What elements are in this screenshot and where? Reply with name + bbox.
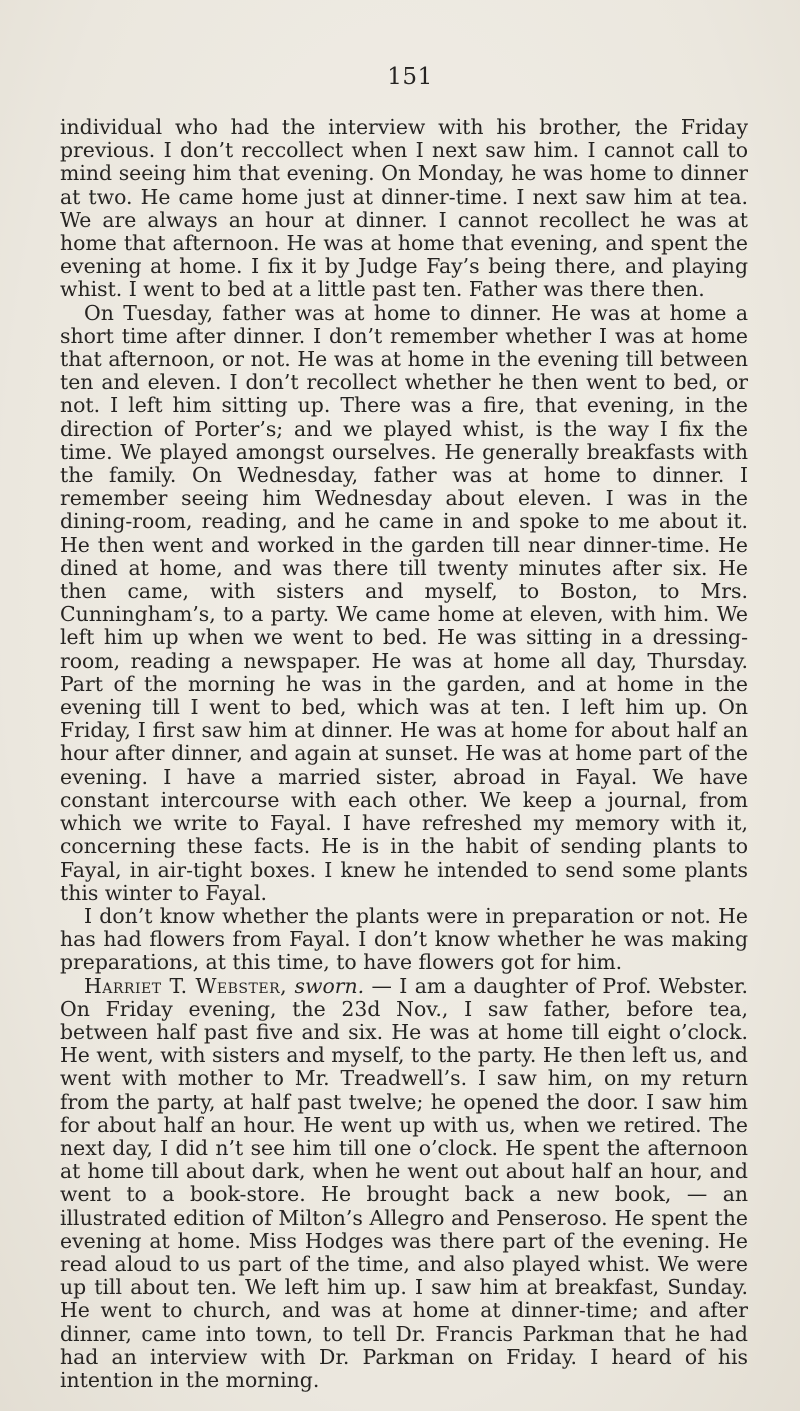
- testimony-text: — I am a daughter of Prof. Webster. On Friday evening, the 23d Nov., I saw father, before tea, between half past five and six. He was at home till eight o’clock. He went, with sisters and myself, to the party. He then left us, and went with mother to Mr. Treadwell’s. I saw him, on my return from the party, at half past twelve; he opened the door. I saw him for about half an hour. He went up with us, when we retired. The next day, I did n’t see him till one o’clock. He spent the afternoon at home till about dark, when he went out about half an hour, and went to a book-store. He brought back a new book, — an illustrated edition of Milton’s Allegro and Penseroso. He spent the evening at home. Miss Hodges was there part of the evening. He read aloud to us part of the time, and also played whist. We were up till about ten. We left him up. I saw him at breakfast, Sunday. He went to church, and was at home at dinner-time; and after dinner, came into town, to tell Dr. Francis Parkman that he had had an interview with Dr. Parkman on Friday. I heard of his intention in the morning.: [60, 973, 749, 1392]
- paragraph-1: individual who had the interview with his brother, the Friday previous. I don’t reccollect when I next saw him. I cannot call to mind seeing him that evening. On Monday, he was home to dinner at two. He came home just at dinner-time. I next saw him at tea. We are always an hour at dinner. I cannot recollect he was at home that afternoon. He was at home that evening, and spent the evening at home. I fix it by Judge Fay’s being there, and playing whist. I went to bed at a little past ten. Father was there then.: [60, 115, 748, 302]
- page-number: 151: [387, 64, 433, 90]
- paragraph-3: I don’t know whether the plants were in preparation or not. He has had flowers from Fayal. I don’t know whether he was making preparations, at this time, to have flowers got for him.: [60, 903, 748, 975]
- page-body: [60, 116, 748, 1392]
- witness-name: Harriet T. Webster,: [84, 973, 288, 998]
- paragraph-2: On Tuesday, father was at home to dinner. He was at home a short time after dinner. I don’t remember whether I was at home that afternoon, or not. He was at home in the evening till between ten and eleven. I don’t recollect whether he then went to bed, or not. I left him sitting up. There was a fire, that evening, in the direction of Porter’s; and we played whist, is the way I fix the time. We played amongst ourselves. He generally breakfasts with the family. On Wednesday, father was at home to dinner. I remember seeing him Wednesday about eleven. I was in the dining-room, reading, and he came in and spoke to me about it. He then went and worked in the garden till near dinner-time. He dined at home, and was there till twenty minutes after six. He then came, with sisters and myself, to Boston, to Mrs. Cunningham’s, to a party. We came home at eleven, with him. We left him up when we went to bed. He was sitting in a dressing-room, reading a newspaper. He was at home all day, Thursday. Part of the morning he was in the garden, and at home in the evening till I went to bed, which was at ten. I left him up. On Friday, I first saw him at dinner. He was at home for about half an hour after dinner, and again at sunset. He was at home part of the evening. I have a married sister, abroad in Fayal. We have constant intercourse with each other. We keep a journal, from which we write to Fayal. I have refreshed my memory with it, concerning these facts. He is in the habit of sending plants to Fayal, in air-tight boxes. I knew he intended to send some plants this winter to Fayal.: [60, 300, 748, 905]
- paragraph-4: [60, 975, 748, 1393]
- sworn-label: sworn.: [294, 973, 365, 998]
